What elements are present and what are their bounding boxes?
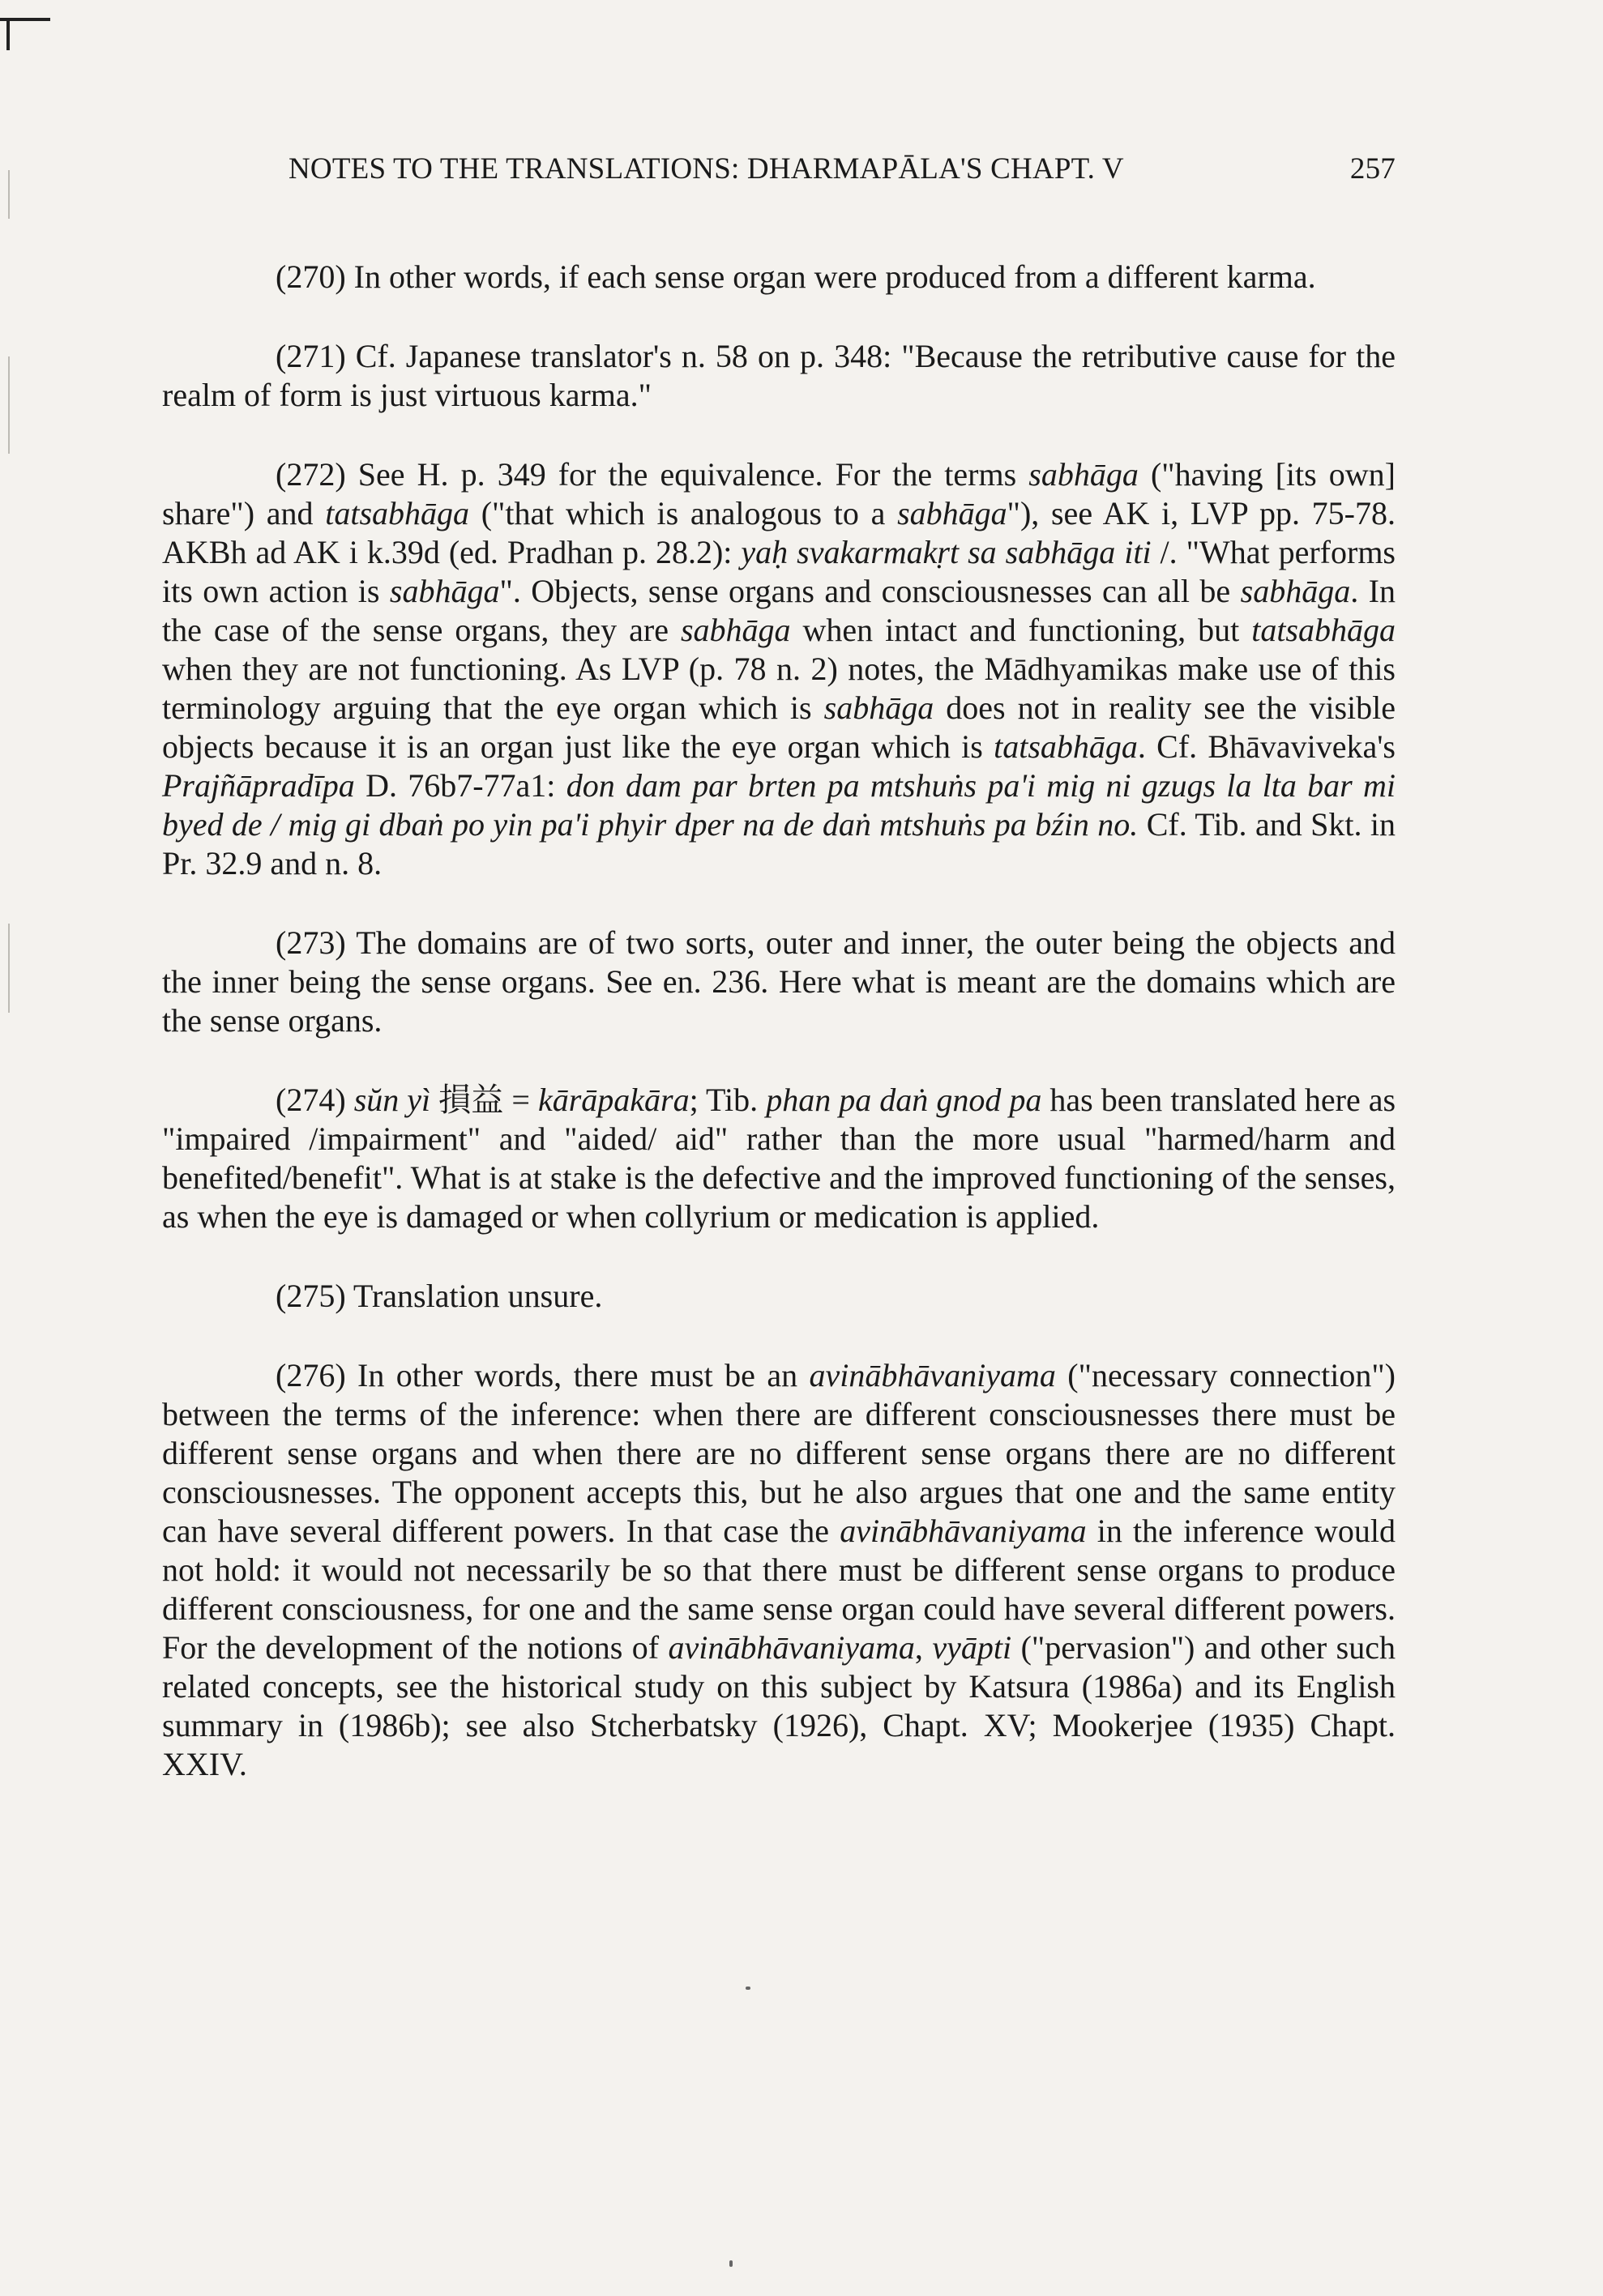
scan-speck xyxy=(746,1987,750,1990)
scan-edge-line xyxy=(8,924,10,1013)
running-title: NOTES TO THE TRANSLATIONS: DHARMAPĀLA'S CHAPT. V xyxy=(289,152,1124,186)
endnotes-list xyxy=(162,258,1396,1824)
note-273: (273) The domains are of two sorts, outer and inner, the outer being the objects and the inner being the sense organs. See en. 236. Here what is meant are the domains which are the sense organs. xyxy=(162,924,1396,1039)
scan-edge-line xyxy=(8,356,10,454)
cjk-term: 損益 xyxy=(438,1082,504,1119)
note-275: (275) Translation unsure. xyxy=(276,1278,603,1314)
note-276: (276) In other words, there must be an avinābhāvaniyama ("necessary connection") between the terms of the inference: when there are different consciousnesses there must be different sense organs and when there are no different sense organs there are no different consciousnesses. The opponent accepts this, but he also argues that one and the same entity can have several different powers. In that case the avinābhāvaniyama in the inference would not hold: it would not necessarily be so that there must be different sense organs to produce different consciousness, for one and the same sense organ could have several different powers. For the development of the notions of avinābhāvaniyama, vyāpti ("pervasion") and other such related concepts, see the historical study on this subject by Katsura (1986a) and its English summary in (1986b); see also Stcherbatsky (1926), Chapt. XV; Mookerjee (1935) Chapt. XXIV. xyxy=(162,1357,1396,1782)
note-272: (272) See H. p. 349 for the equivalence. For the terms sabhāga ("having [its own] share") and tatsabhāga ("that which is analogous to a sabhāga"), see AK i, LVP pp. 75-78. AKBh ad AK i k.39d (ed. Pradhan p. 28.2): yaḥ svakarmakṛt sa sabhāga iti /. "What performs its own action is sabhāga". Objects, sense organs and consciousnesses can all be sabhāga. In the case of the sense organs, they are sabhāga when intact and functioning, but tatsabhāga when they are not functioning. As LVP (p. 78 n. 2) notes, the Mādhyamikas make use of this terminology arguing that the eye organ which is sabhāga does not in reality see the visible objects because it is an organ just like the eye organ which is tatsabhāga. Cf. Bhāvaviveka's Prajñāpradīpa D. 76b7-77a1: don dam par brten pa mtshuṅs pa'i mig ni gzugs la lta bar mi byed de / mig gi dbaṅ po yin pa'i phyir dper na de daṅ mtshuṅs pa bźin no. Cf. Tib. and Skt. in Pr. 32.9 and n. 8. xyxy=(162,456,1396,881)
page-number: 257 xyxy=(1349,152,1396,186)
scan-corner-mark xyxy=(0,18,50,21)
note-270: (270) In other words, if each sense organ were produced from a different karma. xyxy=(276,258,1316,295)
running-header xyxy=(289,152,1396,200)
note-274: (274) sŭn yì 損益 = kārāpakāra; Tib. phan pa daṅ gnod pa has been translated here as "impaired /impairment" and "aided/ aid" rather than the more usual "harmed/harm and benefited/benefit". What is at stake is the defective and the improved functioning of the senses, as when the eye is damaged or when collyrium or medication is applied. xyxy=(162,1082,1396,1235)
note-271: (271) Cf. Japanese translator's n. 58 on p. 348: "Because the retributive cause for the realm of form is just virtuous karma." xyxy=(162,338,1396,413)
scan-speck xyxy=(729,2260,733,2267)
scan-edge-line xyxy=(8,170,10,219)
